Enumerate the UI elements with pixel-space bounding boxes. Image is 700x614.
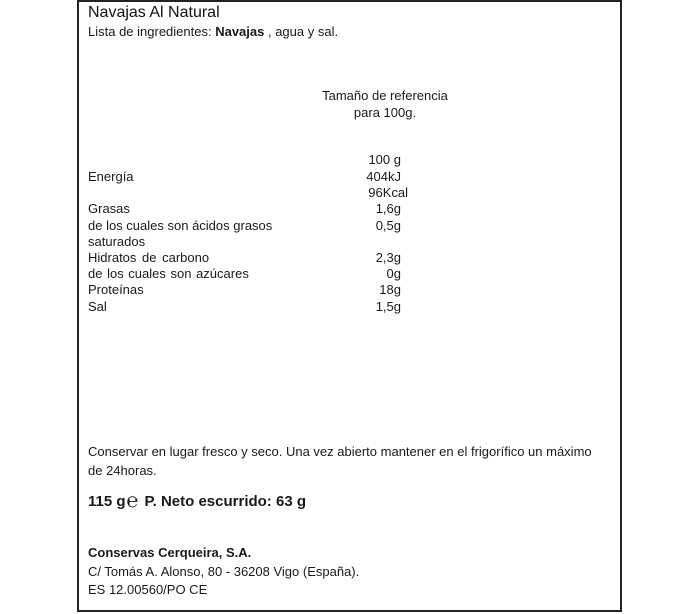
nutrient-value: 2,3g [375, 250, 401, 265]
ingredients-list [88, 24, 338, 39]
reference-line-1: Tamaño de referencia [322, 88, 448, 103]
drained-weight: P. Neto escurrido: 63 g [144, 493, 306, 510]
nutrient-label: de los cuales son azúcares [88, 266, 249, 281]
product-title: Navajas Al Natural [88, 4, 220, 21]
nutrient-value: 18g [379, 282, 401, 297]
ingredient-main: Navajas [215, 24, 265, 39]
nutrient-value: 404kJ [366, 169, 401, 184]
nutrient-value: 96Kcal [368, 185, 408, 200]
sanitary-registry: ES 12.00560/PO CE [88, 582, 208, 597]
company-name: Conservas Cerqueira, S.A. [88, 545, 252, 560]
product-label [77, 0, 622, 612]
net-weight-value: 115 g [88, 493, 126, 510]
nutrient-value: 1,6g [375, 201, 401, 216]
nutrient-label: Grasas [88, 201, 130, 216]
nutrient-value: 1,5g [375, 299, 401, 314]
nutrient-label: Sal [88, 299, 107, 314]
reference-line-2: para 100g. [353, 105, 417, 120]
ingredients-rest: , agua y sal. [264, 24, 339, 39]
estimated-sign-icon: ℮ [126, 490, 139, 512]
storage-instructions: Conservar en lugar fresco y seco. Una vez abierto mantener en el frigorífico un máximo de 24horas. [88, 444, 592, 478]
ingredients-prefix: Lista de ingredientes: [88, 24, 216, 39]
nutrient-label: Proteínas [88, 282, 144, 297]
nutrient-label: Energía [88, 169, 134, 184]
nutrient-label: Hidratos de carbono [88, 250, 210, 265]
column-header: 100 g [368, 152, 401, 167]
nutrient-label: saturados [88, 234, 146, 249]
nutrient-label: de los cuales son ácidos grasos [88, 218, 273, 233]
net-weight [88, 490, 306, 512]
reference-size [315, 87, 455, 121]
nutrient-value: 0,5g [375, 218, 401, 233]
company-address: C/ Tomás A. Alonso, 80 - 36208 Vigo (España). [88, 564, 360, 579]
nutrient-value: 0g [386, 266, 401, 281]
